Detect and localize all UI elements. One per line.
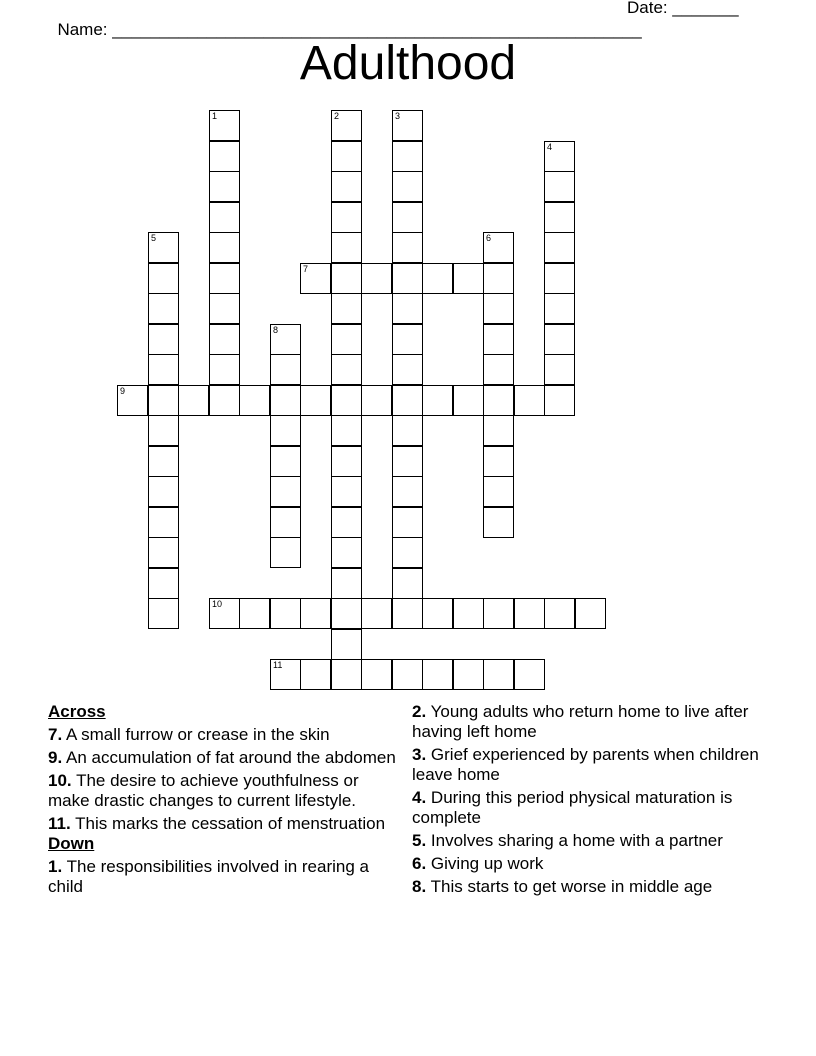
clue-number: 2 — [334, 111, 340, 121]
clues-column-right — [412, 702, 762, 897]
grid-cell[interactable] — [300, 659, 331, 690]
grid-cell[interactable] — [331, 385, 362, 416]
grid-cell[interactable] — [392, 507, 423, 538]
clue-number: 1 — [212, 111, 218, 121]
down-heading: Down — [48, 834, 95, 853]
grid-cell[interactable] — [483, 415, 514, 446]
clue-number: 10 — [212, 599, 223, 609]
grid-cell[interactable] — [392, 171, 423, 202]
grid-cell[interactable] — [331, 324, 362, 355]
grid-cell[interactable] — [483, 446, 514, 477]
grid-cell[interactable] — [209, 263, 240, 294]
grid-cell[interactable] — [209, 385, 240, 416]
name-field-label: Name: ________________________________________________________ — [57, 20, 642, 39]
grid-cell[interactable] — [392, 202, 423, 233]
grid-cell[interactable] — [239, 385, 270, 416]
clue-number: 11 — [273, 660, 283, 670]
grid-cell[interactable] — [483, 324, 514, 355]
grid-cell[interactable] — [148, 537, 179, 568]
grid-cell[interactable] — [331, 171, 362, 202]
grid-cell[interactable] — [544, 232, 575, 263]
across-heading: Across — [48, 702, 106, 721]
clue-number: 8 — [273, 325, 279, 335]
grid-cell[interactable] — [148, 476, 179, 507]
grid-cell[interactable] — [331, 629, 362, 660]
grid-cell[interactable] — [331, 598, 362, 629]
grid-cell[interactable] — [148, 263, 179, 294]
clue-across-10: 10. The desire to achieve youthfulness or make drastic changes to current lifestyle. — [48, 771, 359, 810]
grid-cell[interactable] — [331, 537, 362, 568]
grid-cell[interactable] — [209, 202, 240, 233]
grid-cell[interactable] — [361, 598, 392, 629]
grid-cell[interactable] — [483, 354, 514, 385]
grid-cell[interactable] — [544, 263, 575, 294]
grid-cell[interactable] — [209, 141, 240, 172]
grid-cell[interactable] — [270, 537, 301, 568]
grid-cell[interactable] — [331, 446, 362, 477]
grid-cell[interactable] — [148, 446, 179, 477]
clue-number: 9 — [120, 386, 126, 396]
clue-number: 5 — [151, 233, 157, 243]
grid-cell[interactable] — [148, 385, 179, 416]
grid-cell[interactable] — [544, 202, 575, 233]
grid-cell[interactable] — [331, 263, 362, 294]
grid-cell[interactable] — [392, 568, 423, 599]
grid-cell[interactable] — [422, 385, 453, 416]
clue-down-1: 1. The responsibilities involved in rearing a child — [48, 857, 369, 896]
grid-cell[interactable] — [422, 598, 453, 629]
grid-cell[interactable] — [514, 598, 545, 629]
grid-cell[interactable] — [331, 232, 362, 263]
clue-down-5: 5. Involves sharing a home with a partner — [412, 831, 723, 850]
grid-cell[interactable] — [544, 598, 575, 629]
grid-cell[interactable] — [544, 385, 575, 416]
grid-cell[interactable] — [270, 598, 301, 629]
grid-cell[interactable] — [483, 232, 514, 263]
grid-cell[interactable] — [453, 263, 484, 294]
grid-cell[interactable] — [148, 293, 179, 324]
grid-cell[interactable] — [148, 415, 179, 446]
grid-cell[interactable] — [544, 324, 575, 355]
grid-cell[interactable] — [300, 385, 331, 416]
grid-cell[interactable] — [239, 598, 270, 629]
grid-cell[interactable] — [544, 354, 575, 385]
grid-cell[interactable] — [392, 659, 423, 690]
clue-number: 6 — [486, 233, 492, 243]
grid-cell[interactable] — [392, 354, 423, 385]
grid-cell[interactable] — [270, 659, 301, 690]
grid-cell[interactable] — [331, 354, 362, 385]
grid-cell[interactable] — [514, 659, 545, 690]
grid-cell[interactable] — [544, 171, 575, 202]
grid-cell[interactable] — [300, 598, 331, 629]
grid-cell[interactable] — [422, 263, 453, 294]
grid-cell[interactable] — [209, 171, 240, 202]
grid-cell[interactable] — [514, 385, 545, 416]
grid-cell[interactable] — [361, 659, 392, 690]
grid-cell[interactable] — [575, 598, 606, 629]
grid-cell[interactable] — [361, 385, 392, 416]
grid-cell[interactable] — [331, 110, 362, 141]
grid-cell[interactable] — [392, 110, 423, 141]
grid-cell[interactable] — [209, 324, 240, 355]
grid-cell[interactable] — [300, 263, 331, 294]
grid-cell[interactable] — [148, 568, 179, 599]
grid-cell[interactable] — [209, 598, 240, 629]
grid-cell[interactable] — [361, 263, 392, 294]
clues-column-left — [48, 702, 398, 897]
grid-cell[interactable] — [270, 507, 301, 538]
grid-cell[interactable] — [270, 354, 301, 385]
grid-cell[interactable] — [209, 232, 240, 263]
date-field-label: Date: _______ — [627, 0, 739, 17]
grid-cell[interactable] — [483, 507, 514, 538]
grid-cell[interactable] — [209, 110, 240, 141]
grid-cell[interactable] — [544, 141, 575, 172]
clue-across-11: 11. This marks the cessation of menstruation — [48, 814, 386, 833]
grid-cell[interactable] — [483, 293, 514, 324]
grid-cell[interactable] — [453, 385, 484, 416]
grid-cell[interactable] — [483, 263, 514, 294]
grid-cell[interactable] — [392, 263, 423, 294]
clue-across-7: 7. A small furrow or crease in the skin — [48, 725, 330, 744]
clue-number: 3 — [395, 111, 401, 121]
grid-cell[interactable] — [392, 598, 423, 629]
grid-cell[interactable] — [331, 415, 362, 446]
grid-cell[interactable] — [270, 476, 301, 507]
grid-cell[interactable] — [392, 385, 423, 416]
grid-cell[interactable] — [392, 415, 423, 446]
grid-cell[interactable] — [453, 659, 484, 690]
clue-across-9: 9. An accumulation of fat around the abdomen — [48, 748, 396, 767]
grid-cell[interactable] — [331, 568, 362, 599]
grid-cell[interactable] — [483, 476, 514, 507]
grid-cell[interactable] — [148, 232, 179, 263]
grid-cell[interactable] — [453, 598, 484, 629]
grid-cell[interactable] — [422, 659, 453, 690]
grid-cell[interactable] — [392, 324, 423, 355]
grid-cell[interactable] — [148, 507, 179, 538]
grid-cell[interactable] — [331, 659, 362, 690]
grid-cell[interactable] — [270, 415, 301, 446]
puzzle-title: Adulthood — [299, 37, 517, 90]
grid-cell[interactable] — [148, 598, 179, 629]
grid-cell[interactable] — [392, 293, 423, 324]
grid-cell[interactable] — [392, 446, 423, 477]
grid-cell[interactable] — [392, 476, 423, 507]
grid-cell[interactable] — [331, 293, 362, 324]
clue-number: 4 — [547, 142, 553, 152]
clue-down-6: 6. Giving up work — [412, 854, 544, 873]
clue-number: 7 — [303, 264, 309, 274]
grid-cell[interactable] — [483, 598, 514, 629]
grid-cell[interactable] — [209, 354, 240, 385]
grid-cell[interactable] — [148, 354, 179, 385]
grid-cell[interactable] — [331, 202, 362, 233]
grid-cell[interactable] — [270, 446, 301, 477]
grid-cell[interactable] — [209, 293, 240, 324]
grid-cell[interactable] — [392, 537, 423, 568]
grid-cell[interactable] — [331, 476, 362, 507]
clue-down-4: 4. During this period physical maturation is complete — [412, 788, 733, 827]
grid-cell[interactable] — [483, 385, 514, 416]
clue-down-8: 8. This starts to get worse in middle age — [412, 877, 713, 896]
grid-cell[interactable] — [331, 141, 362, 172]
grid-cell[interactable] — [331, 507, 362, 538]
grid-cell[interactable] — [483, 659, 514, 690]
grid-cell[interactable] — [392, 232, 423, 263]
grid-cell[interactable] — [148, 324, 179, 355]
grid-cell[interactable] — [178, 385, 209, 416]
grid-cell[interactable] — [270, 324, 301, 355]
clue-down-3: 3. Grief experienced by parents when children leave home — [412, 745, 759, 784]
grid-cell[interactable] — [544, 293, 575, 324]
clue-down-2: 2. Young adults who return home to live after having left home — [412, 702, 749, 741]
grid-cell[interactable] — [392, 141, 423, 172]
grid-cell[interactable] — [270, 385, 301, 416]
grid-cell[interactable] — [117, 385, 148, 416]
